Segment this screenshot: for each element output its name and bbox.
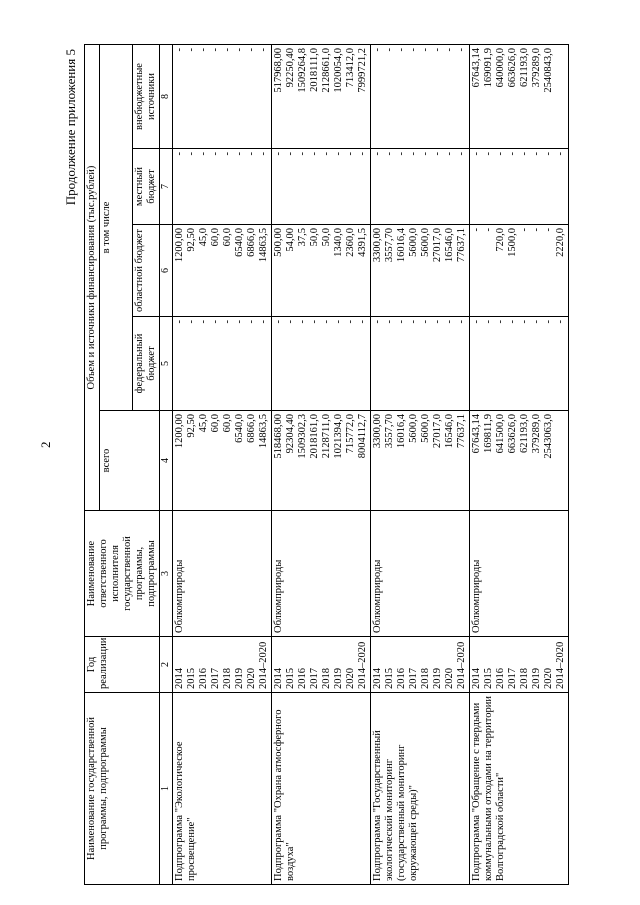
local-cell: - - - - - - - - — [371, 149, 470, 225]
years-cell: 2014 2015 2016 2017 2018 2019 2020 2014–2020 — [173, 637, 272, 693]
subprogram-name: Подпрограмма "Экологическое просвещение" — [173, 693, 272, 885]
table-row — [371, 45, 470, 885]
regional-cell: - - 720,0 1500,0 - - - 2220,0 — [470, 225, 569, 317]
total-cell: 3300,00 3557,70 16016,4 5600,0 5600,0 27017,0 16546,0 77637,1 — [371, 411, 470, 511]
years-cell: 2014 2015 2016 2017 2018 2019 2020 2014–2020 — [371, 637, 470, 693]
continuation-title: Продолжение приложения 5 — [63, 49, 78, 206]
funding-table — [84, 44, 569, 885]
extra-cell: - - - - - - - - — [173, 45, 272, 149]
executor-cell: Облкомприроды — [173, 511, 272, 637]
table-row — [272, 45, 371, 885]
page-number: 2 — [38, 441, 53, 448]
executor-cell: Облкомприроды — [272, 511, 371, 637]
federal-cell: - - - - - - - - — [173, 317, 272, 411]
extra-cell: 67643,14 169091,9 640000,0 663626,0 621193,0 379289,0 2540843,0 — [470, 45, 569, 149]
total-cell: 1200,00 92,50 45,0 60,0 60,0 6540,0 6866,0 14863,5 — [173, 411, 272, 511]
column-index: 2 — [160, 637, 173, 693]
header-including: в том числе — [100, 45, 133, 411]
years-cell: 2014 2015 2016 2017 2018 2019 2020 2014–2020 — [272, 637, 371, 693]
extra-cell: 517968,00 92250,40 1509264,8 2018111,0 2128661,0 1020054,0 713412,0 7999721,2 — [272, 45, 371, 149]
column-index: 4 — [160, 411, 173, 511]
column-index: 7 — [160, 149, 173, 225]
column-index: 6 — [160, 225, 173, 317]
years-cell: 2014 2015 2016 2017 2018 2019 2020 2014–2020 — [470, 637, 569, 693]
regional-cell: 1200,00 92,50 45,0 60,0 60,0 6540,0 6866,0 14863,5 — [173, 225, 272, 317]
federal-cell: - - - - - - - - — [371, 317, 470, 411]
header-federal: федеральный бюджет — [133, 317, 160, 411]
executor-cell: Облкомприроды — [470, 511, 569, 637]
header-local: местный бюджет — [133, 149, 160, 225]
federal-cell: - - - - - - - - — [272, 317, 371, 411]
column-index: 5 — [160, 317, 173, 411]
subprogram-name: Подпрограмма "Обращение с твердыми коммунальными отходами на территории Волгоградской области" — [470, 693, 569, 885]
subprogram-name: Подпрограмма "Государственный экологический мониторинг (государственный мониторинг окружающей среды)" — [371, 693, 470, 885]
total-cell: 518468,00 92304,40 1509302,3 2018161,0 2128711,0 1021394,0 715772,0 8004112,7 — [272, 411, 371, 511]
header-total: всего — [100, 411, 160, 511]
regional-cell: 500,00 54,00 37,5 50,0 50,0 1340,0 2360,0 4391,5 — [272, 225, 371, 317]
local-cell: - - - - - - - - — [173, 149, 272, 225]
header-year: Год реализации — [85, 637, 160, 693]
table-row — [470, 45, 569, 885]
column-index: 1 — [160, 693, 173, 885]
header-funding-group: Объем и источники финансирования (тыс.рублей) — [85, 45, 100, 511]
extra-cell: - - - - - - - - — [371, 45, 470, 149]
rotated-page-content — [60, 45, 620, 885]
table-row — [173, 45, 272, 885]
header-extra: внебюджетные источники — [133, 45, 160, 149]
regional-cell: 3300,00 3557,70 16016,4 5600,0 5600,0 27017,0 16546,0 77637,1 — [371, 225, 470, 317]
federal-cell: - - - - - - - - — [470, 317, 569, 411]
subprogram-name: Подпрограмма "Охрана атмосферного воздуха" — [272, 693, 371, 885]
local-cell: - - - - - - - - — [470, 149, 569, 225]
header-regional: областной бюджет — [133, 225, 160, 317]
header-program-name: Наименование государственной программы, подпрограммы — [85, 693, 160, 885]
total-cell: 67643,14 169811,9 641500,0 663626,0 621193,0 379289,0 2543063,0 — [470, 411, 569, 511]
header-executor: Наименование ответственного исполнителя государственной программы, подпрограммы — [85, 511, 160, 637]
column-index: 8 — [160, 45, 173, 149]
column-index: 3 — [160, 511, 173, 637]
local-cell: - - - - - - - - — [272, 149, 371, 225]
executor-cell: Облкомприроды — [371, 511, 470, 637]
